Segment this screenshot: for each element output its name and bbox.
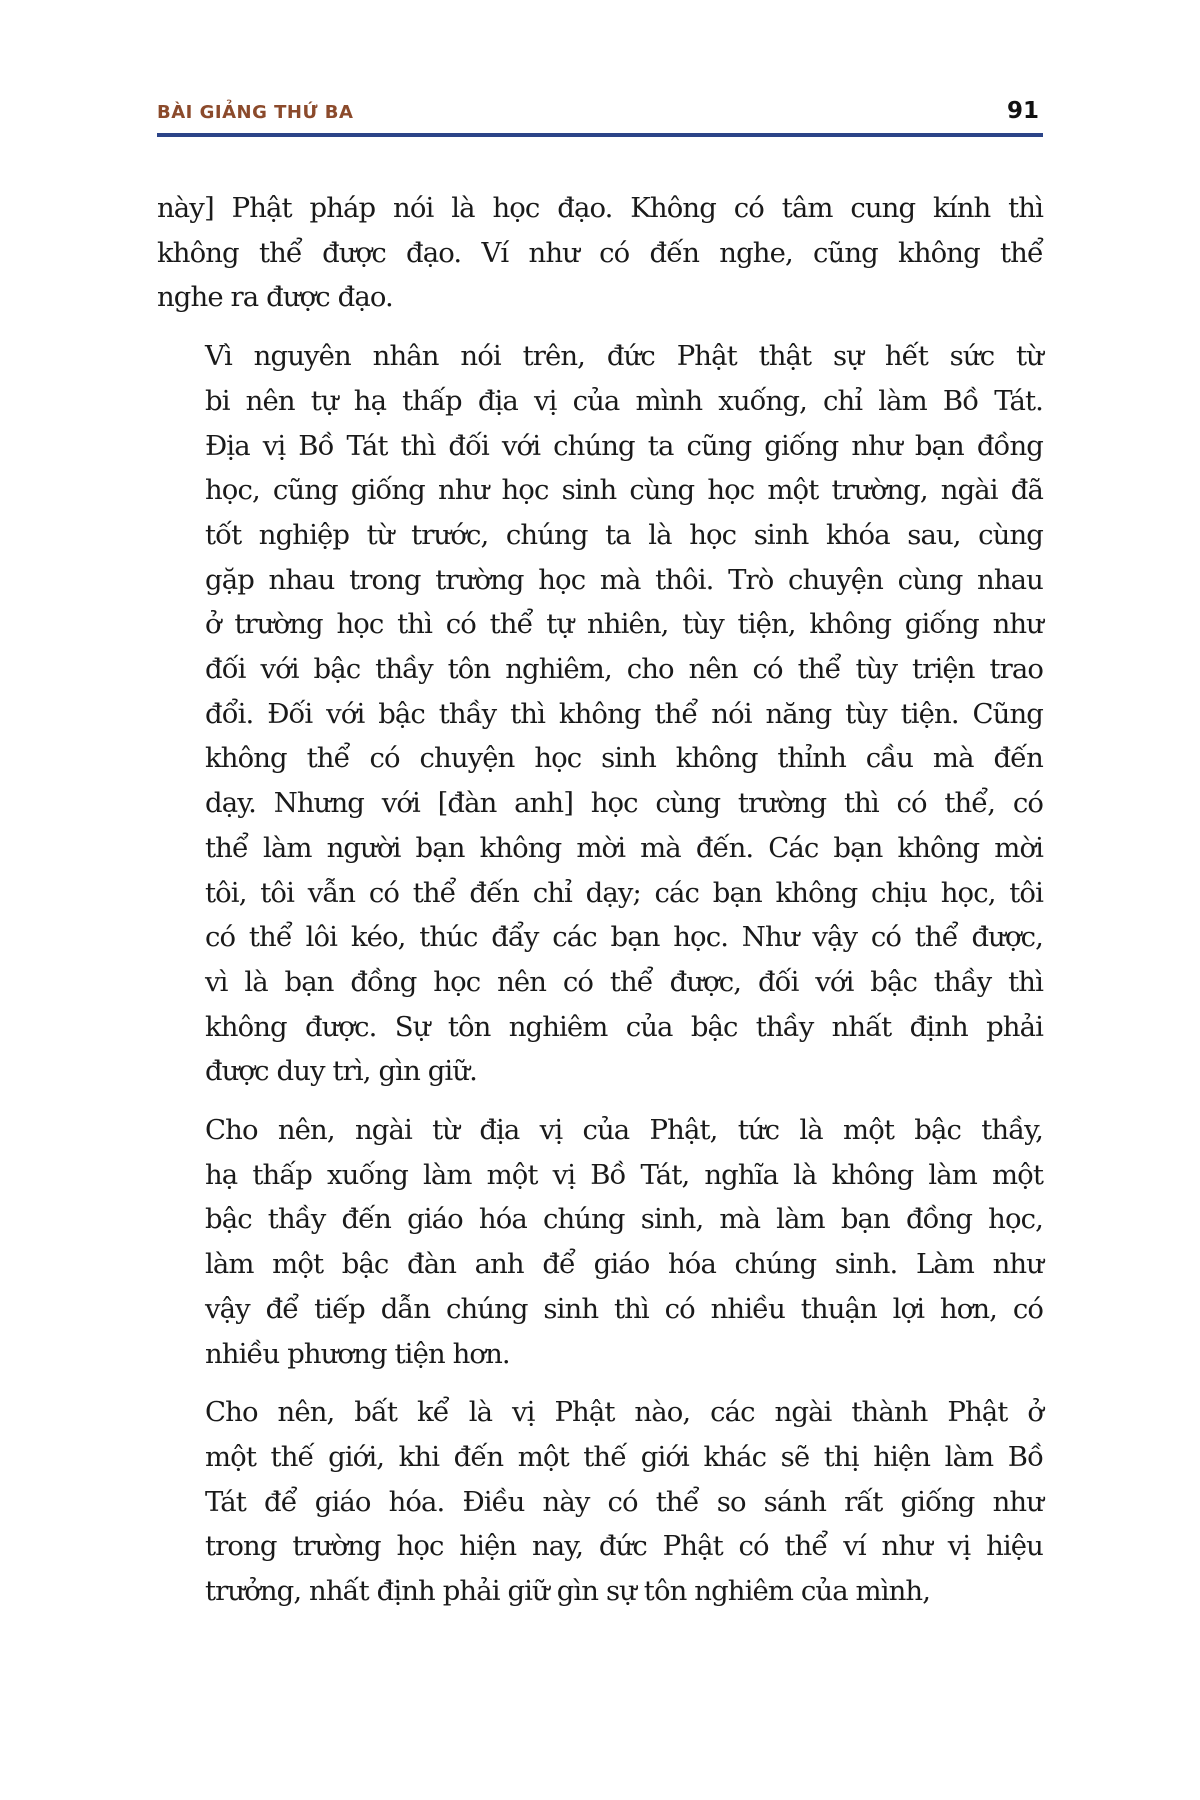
text-line: này] Phật pháp nói là học đạo. Không có tâm cung kính thì — [157, 192, 1043, 224]
text-line: Vì nguyên nhân nói trên, đức Phật thật sự hết sức từ — [205, 340, 1043, 373]
text-line: được duy trì, gìn giữ. — [205, 1055, 477, 1088]
text-line: tôi, tôi vẫn có thể đến chỉ dạy; các bạn không chịu học, tôi — [205, 876, 1043, 909]
text-line: Địa vị Bồ Tát thì đối với chúng ta cũng giống như bạn đồng — [205, 429, 1043, 462]
header-rule — [157, 133, 1043, 137]
text-line: nhiều phương tiện hơn. — [205, 1337, 510, 1370]
text-line: không thể có chuyện học sinh không thỉnh cầu mà đến — [205, 742, 1043, 775]
page-number: 91 — [1006, 98, 1039, 124]
text-line: không thể được đạo. Ví như có đến nghe, cũng không thể — [157, 236, 1043, 269]
section-title: BÀI GIẢNG THỨ BA — [157, 102, 354, 123]
text-line: vậy để tiếp dẫn chúng sinh thì có nhiều thuận lợi hơn, có — [205, 1292, 1043, 1325]
text-line: nghe ra được đạo. — [157, 281, 393, 314]
running-header — [157, 98, 1043, 128]
text-line: trưởng, nhất định phải giữ gìn sự tôn nghiêm của mình, — [205, 1575, 931, 1608]
text-line: Cho nên, ngài từ địa vị của Phật, tức là một bậc thầy, — [205, 1114, 1043, 1147]
text-line: không được. Sự tôn nghiêm của bậc thầy nhất định phải — [205, 1010, 1043, 1043]
text-line: hạ thấp xuống làm một vị Bồ Tát, nghĩa là không làm một — [205, 1158, 1043, 1191]
body-text — [157, 186, 1043, 1628]
paragraph — [157, 186, 1043, 320]
text-line: ở trường học thì có thể tự nhiên, tùy tiện, không giống như — [205, 608, 1043, 641]
paragraph — [157, 1108, 1043, 1376]
text-line: thể làm người bạn không mời mà đến. Các bạn không mời — [205, 831, 1043, 864]
text-line: dạy. Nhưng với [đàn anh] học cùng trường thì có thể, có — [205, 787, 1043, 820]
text-line: bậc thầy đến giáo hóa chúng sinh, mà làm bạn đồng học, — [205, 1203, 1043, 1236]
paragraph — [157, 334, 1043, 1094]
text-line: làm một bậc đàn anh để giáo hóa chúng sinh. Làm như — [205, 1248, 1043, 1281]
text-line: học, cũng giống như học sinh cùng học một trường, ngài đã — [205, 474, 1043, 507]
text-line: tốt nghiệp từ trước, chúng ta là học sinh khóa sau, cùng — [205, 518, 1043, 551]
text-line: bi nên tự hạ thấp địa vị của mình xuống, chỉ làm Bồ Tát. — [205, 384, 1043, 417]
text-line: có thể lôi kéo, thúc đẩy các bạn học. Như vậy có thể được, — [205, 921, 1043, 954]
text-line: đổi. Đối với bậc thầy thì không thể nói năng tùy tiện. Cũng — [205, 697, 1043, 730]
text-line: gặp nhau trong trường học mà thôi. Trò chuyện cùng nhau — [205, 563, 1043, 596]
text-line: Cho nên, bất kể là vị Phật nào, các ngài thành Phật ở — [205, 1396, 1043, 1429]
text-line: một thế giới, khi đến một thế giới khác sẽ thị hiện làm Bồ — [205, 1440, 1043, 1473]
text-line: trong trường học hiện nay, đức Phật có thể ví như vị hiệu — [205, 1530, 1043, 1563]
text-line: vì là bạn đồng học nên có thể được, đối với bậc thầy thì — [205, 965, 1043, 998]
text-line: Tát để giáo hóa. Điều này có thể so sánh rất giống như — [205, 1485, 1043, 1518]
text-line: đối với bậc thầy tôn nghiêm, cho nên có thể tùy triện trao — [205, 653, 1043, 686]
paragraph — [157, 1390, 1043, 1614]
